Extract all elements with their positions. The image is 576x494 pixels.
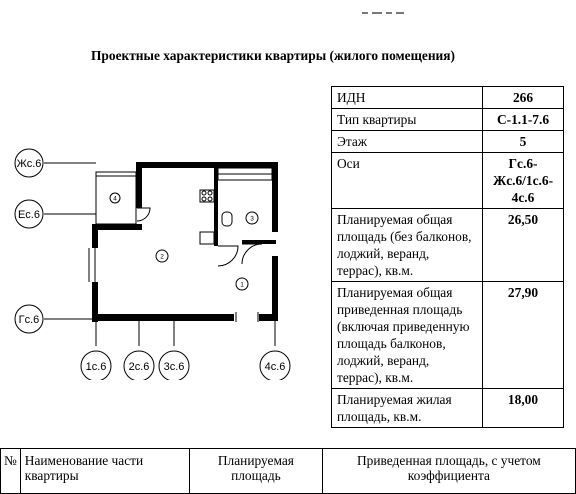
spec-value: 27,90 [483,282,564,389]
spec-label: Планируемая общая приведенная площадь (включая приведенную площадь балконов, лоджий, веранд, террас), кв.м. [332,282,483,389]
axis-label: 4с.6 [264,361,286,373]
apartment-specs-table [331,86,564,428]
column-header: Планируемая площадь [190,449,323,494]
spec-label: Этаж [332,131,483,153]
spec-value: 5 [483,131,564,153]
table-row [332,109,564,131]
table-row [332,282,564,389]
spec-value: С-1.1-7.6 [483,109,564,131]
spec-value: 26,50 [483,209,564,282]
axis-label: Жс.6 [16,158,42,170]
axis-label: Ес.6 [18,209,40,221]
spec-label: Планируемая общая площадь (без балконов, лоджий, веранд, террас), кв.м. [332,209,483,282]
room-label: 4 [113,195,117,203]
table-row [332,153,564,209]
column-header: Наименование части квартиры [20,449,189,494]
axis-label: 2с.6 [128,361,150,373]
room-label: 3 [250,215,254,223]
spec-value: 18,00 [483,389,564,428]
axis-label: 1с.6 [85,361,107,373]
column-header: № [1,449,21,494]
spec-label: Планируемая жилая площадь, кв.м. [332,389,483,428]
table-row [332,131,564,153]
table-row [332,209,564,282]
spec-label: Тип квартиры [332,109,483,131]
room-label: 2 [160,253,164,261]
axis-label: 3с.6 [163,361,185,373]
table-header-row [1,449,576,494]
floor-plan [0,130,330,380]
table-row [332,389,564,428]
axis-label: Гс.6 [18,314,40,326]
spec-label: ИДН [332,87,483,109]
spec-value: Гс.6-Жс.6/1с.6-4с.6 [483,153,564,209]
column-header: Приведенная площадь, с учетом коэффициента [322,449,575,494]
room-label: 1 [240,281,244,289]
spec-value: 266 [483,87,564,109]
table-row [332,87,564,109]
page-title: Проектные характеристики квартиры (жилого помещения) [91,48,455,63]
spec-label: Оси [332,153,483,209]
scan-artifact-marks [362,12,404,22]
room-area-table [0,448,576,494]
